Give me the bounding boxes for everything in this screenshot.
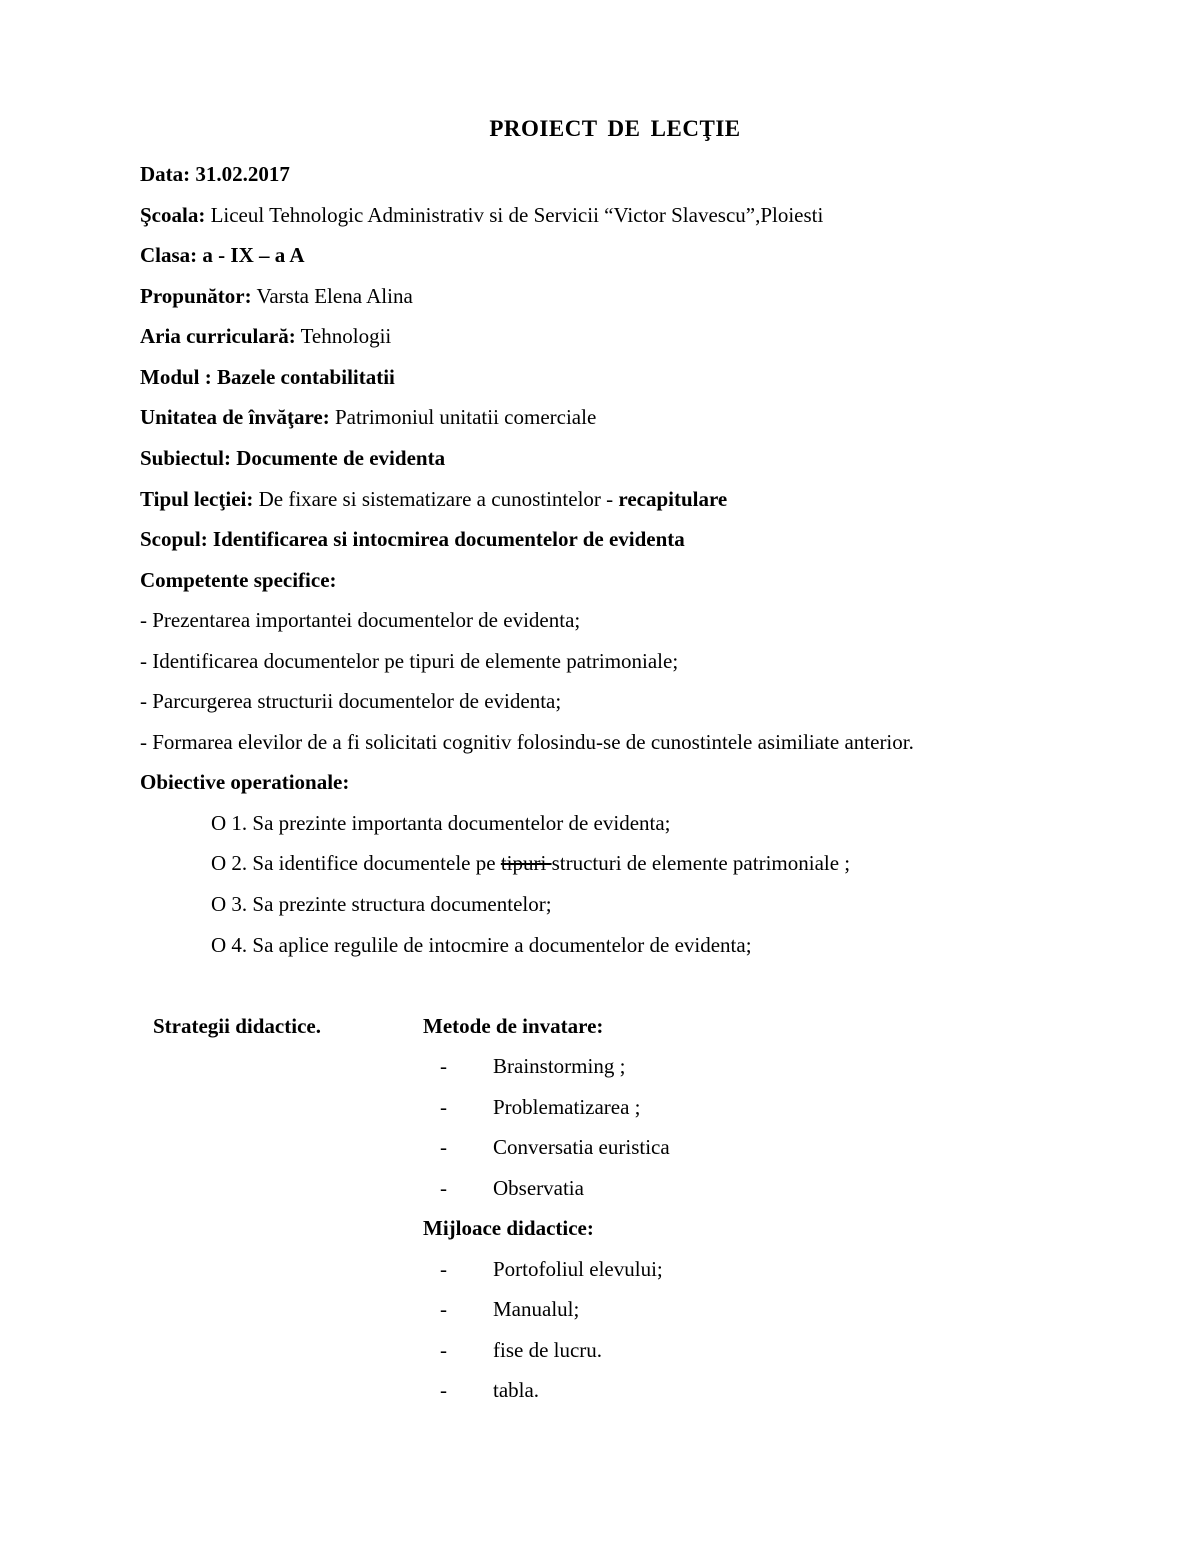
learning-unit-value: Patrimoniul unitatii comerciale [329, 405, 597, 429]
method-bullet: - [440, 1054, 447, 1078]
subject-line: Subiectul: Documente de evidenta [140, 446, 446, 470]
objective-item: O 4. Sa aplice regulile de intocmire a documentelor de evidenta; [211, 933, 752, 957]
method-item: Brainstorming ; [493, 1054, 626, 1078]
lesson-type-value-bold: recapitulare [618, 487, 728, 511]
lesson-type-label: Tipul lecţiei: [140, 487, 254, 511]
proposer-line [140, 283, 413, 309]
competence-item: - Identificarea documentelor pe tipuri de elemente patrimoniale; [140, 649, 679, 673]
objective-text: O 2. Sa identifice documentele pe [211, 851, 501, 875]
objective-item: O 3. Sa prezinte structura documentelor; [211, 892, 552, 916]
proposer-value: Varsta Elena Alina [251, 284, 413, 308]
aid-item: Manualul; [493, 1297, 580, 1321]
objectives-heading: Obiective operationale: [140, 770, 350, 794]
lesson-type-line [140, 486, 727, 512]
objective-item [211, 850, 850, 876]
competences-heading: Competente specifice: [140, 568, 337, 592]
aid-item: Portofoliul elevului; [493, 1257, 663, 1281]
competence-item: - Prezentarea importantei documentelor de evidenta; [140, 608, 581, 632]
lesson-type-value: De fixare si sistematizare a cunostintelor - [253, 487, 619, 511]
learning-unit-line [140, 404, 596, 430]
aid-bullet: - [440, 1257, 447, 1281]
aid-bullet: - [440, 1378, 447, 1402]
purpose-line: Scopul: Identificarea si intocmirea documentelor de evidenta [140, 527, 685, 551]
methods-heading: Metode de invatare: [423, 1014, 604, 1038]
method-bullet: - [440, 1135, 447, 1159]
aid-item: fise de lucru. [493, 1338, 603, 1362]
method-item: Conversatia euristica [493, 1135, 670, 1159]
learning-unit-label: Unitatea de învăţare: [140, 405, 330, 429]
aid-bullet: - [440, 1338, 447, 1362]
teaching-aids-heading: Mijloace didactice: [423, 1216, 594, 1240]
competence-item: - Formarea elevilor de a fi solicitati cognitiv folosindu-se de cunostintele asimiliate anterior. [140, 730, 914, 754]
competence-item: - Parcurgerea structurii documentelor de evidenta; [140, 689, 562, 713]
school-label: Şcoala: [140, 203, 206, 227]
aid-item: tabla. [493, 1378, 540, 1402]
method-bullet: - [440, 1176, 447, 1200]
deleted-text: tipuri [500, 851, 552, 875]
class-line: Clasa: a - IX – a A [140, 243, 305, 267]
curricular-area-line [140, 323, 391, 349]
method-item: Problematizarea ; [493, 1095, 641, 1119]
method-bullet: - [440, 1095, 447, 1119]
aid-bullet: - [440, 1297, 447, 1321]
page-title: PROIECT DE LECŢIE [489, 116, 741, 141]
method-item: Observatia [493, 1176, 584, 1200]
curricular-area-label: Aria curriculară: [140, 324, 296, 348]
proposer-label: Propunător: [140, 284, 252, 308]
strategies-heading: Strategii didactice. [153, 1014, 321, 1038]
module-line: Modul : Bazele contabilitatii [140, 365, 395, 389]
objective-item: O 1. Sa prezinte importanta documentelor de evidenta; [211, 811, 671, 835]
school-line [140, 202, 823, 228]
date-line: Data: 31.02.2017 [140, 162, 290, 186]
curricular-area-value: Tehnologii [295, 324, 392, 348]
objective-text: structuri de elemente patrimoniale ; [551, 851, 851, 875]
school-value: Liceul Tehnologic Administrativ si de Servicii “Victor Slavescu”,Ploiesti [205, 203, 824, 227]
